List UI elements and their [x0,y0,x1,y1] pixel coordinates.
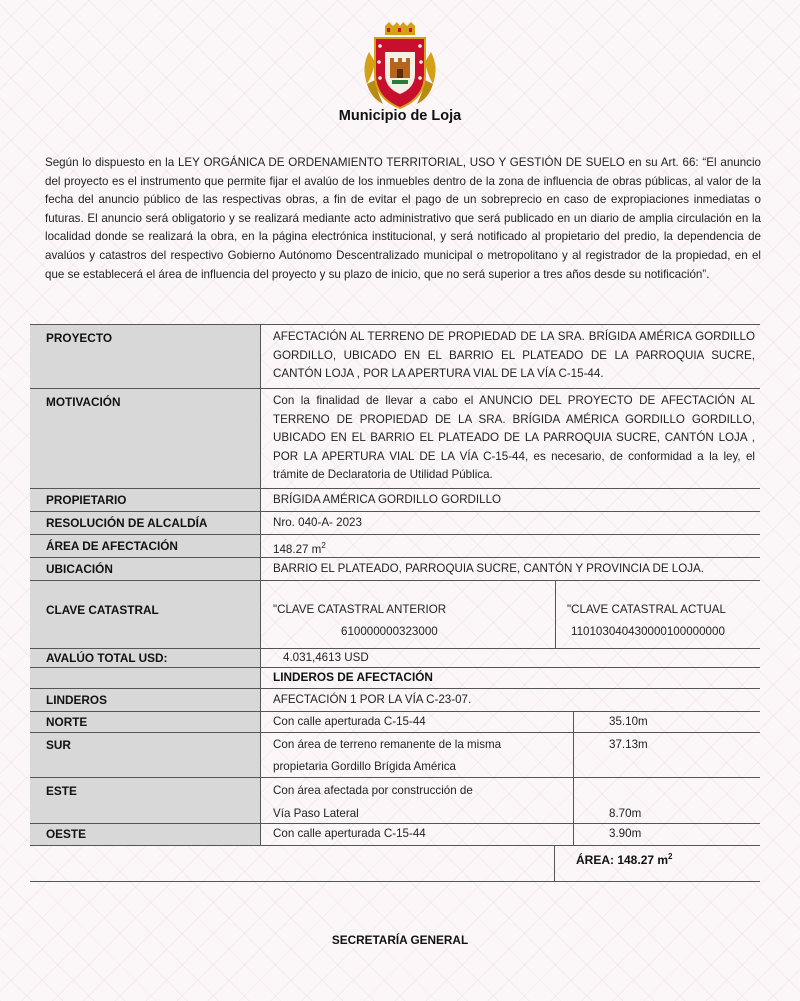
resolucion-label: RESOLUCIÓN DE ALCALDÍA [46,516,208,530]
row-avaluo-value-cell [260,648,760,667]
clave-anterior-value: 610000000323000 [341,625,438,638]
propietario-value: BRÍGIDA AMÉRICA GORDILLO GORDILLO [273,493,502,506]
este-desc-line2: Vía Paso Lateral [273,807,359,820]
row-sur-value-cell [260,732,760,777]
area-unit-superscript: 2 [321,541,326,550]
row-norte-label-cell [30,711,260,732]
row-linderos-value-cell [260,688,760,711]
row-area-value-cell [260,534,760,557]
clave-anterior-label: "CLAVE CATASTRAL ANTERIOR [273,603,447,616]
total-row-top-border [30,845,760,846]
row-linderos-label-cell [30,688,260,711]
oeste-divider [573,824,574,845]
motivacion-label: MOTIVACIÓN [46,395,121,409]
legal-intro-paragraph: Según lo dispuesto en la LEY ORGÁNICA DE ORDENAMIENTO TERRITORIAL, USO Y GESTIÓN DE SUELO en su Art. 66: “El anuncio del proyecto es el instrumento que permite fijar el avalúo de los inmuebles dentro de la zona de influencia de obras públicas, al valor de la fecha del anuncio público de las respectivas obras, a fin de evitar el pago de un sobreprecio en caso de expropiaciones inmediatas o futuras. El anuncio será obligatorio y se realizará mediante acto administrativo que será publicado en un diario de amplia circulación en la localidad donde se realizará la obra, en la página electrónica institucional, y será notificado al propietario del predio, la dependencia de avalúos y catastros del respectivo Gobierno Autónomo Descentralizado municipal o metropolitano y al registrador de la propiedad, en el que se establecerá el área de influencia del proyecto y su plazo de inicio, que no será superior a tres años desde su notificación”. [45,156,761,281]
municipio-crest-logo [361,22,439,112]
row-linderos-header-cell [260,667,760,688]
norte-divider [573,712,574,732]
clave-catastral-label: CLAVE CATASTRAL [46,603,159,617]
oeste-measure: 3.90m [609,827,642,840]
row-area-label-cell [30,534,260,557]
oeste-desc: Con calle aperturada C-15-44 [273,827,426,840]
municipio-title: Municipio de Loja [338,108,462,124]
resolucion-value: Nro. 040-A- 2023 [273,516,362,529]
row-este-label-cell [30,777,260,823]
proyecto-label: PROYECTO [46,331,112,345]
propietario-label: PROPIETARIO [46,493,127,507]
total-area-wrap [576,852,673,867]
sur-desc-line2: propietaria Gordillo Brígida América [273,760,457,773]
linderos-label: LINDEROS [46,693,107,707]
sur-desc-line1: Con área de terreno remanente de la misma [273,738,502,751]
proyecto-value: AFECTACIÓN AL TERRENO DE PROPIEDAD DE LA SRA. BRÍGIDA AMÉRICA GORDILLO GORDILLO, UBICADO EN EL BARRIO EL PLATEADO DE LA PARROQUIA SUCRE, CANTÓN LOJA , POR LA APERTURA VIAL DE LA VÍA C-15-44. [273,330,755,381]
clave-divider [555,581,556,648]
row-este-value-cell [260,777,760,823]
row-ubicacion-value-cell [260,557,760,580]
secretaria-general-footer: SECRETARÍA GENERAL [331,933,469,947]
area-afectacion-label: ÁREA DE AFECTACIÓN [46,539,178,553]
row-propietario-value-cell [260,488,760,511]
row-sur-label-cell [30,732,260,777]
motivacion-value: Con la finalidad de llevar a cabo el ANUNCIO DEL PROYECTO DE AFECTACIÓN AL TERRENO DE PROPIEDAD DE LA SRA. BRÍGIDA AMÉRICA GORDILLO GORDILLO, UBICADO EN EL BARRIO EL PLATEADO DE LA PARROQUIA SUCRE, CANTÓN LOJA , POR LA APERTURA VIAL DE LA VÍA C-15-44, es necesario, de conformidad a la ley, el trámite de Declaratoria de Utilidad Pública. [273,394,755,482]
row-resolucion-value-cell [260,511,760,534]
sur-label: SUR [46,738,71,752]
clave-actual-value: 110103040430000100000000 [571,625,725,638]
row-oeste-value-cell [260,823,760,845]
sur-measure: 37.13m [609,738,648,751]
row-clave-label-cell [30,580,260,648]
este-divider [573,778,574,823]
linderos-value: AFECTACIÓN 1 POR LA VÍA C-23-07. [273,693,472,706]
row-clave-value-cell [260,580,760,648]
table-bottom-border [30,881,760,882]
este-measure: 8.70m [609,807,642,820]
ubicacion-value: BARRIO EL PLATEADO, PARROQUIA SUCRE, CANTÓN Y PROVINCIA DE LOJA. [273,562,705,575]
affectation-table [30,324,760,882]
total-divider-left [554,845,555,881]
row-motivacion-label-cell [30,388,260,488]
row-resolucion-label-cell [30,511,260,534]
norte-measure: 35.10m [609,715,648,728]
row-proyecto-value-cell [260,324,760,388]
row-linderos-header-left [30,667,260,688]
este-desc-line1: Con área afectada por construcción de [273,784,473,797]
row-proyecto-label-cell [30,324,260,388]
row-motivacion-value-cell [260,388,760,488]
ubicacion-label: UBICACIÓN [46,562,113,576]
linderos-header: LINDEROS DE AFECTACIÓN [273,670,433,684]
este-label: ESTE [46,784,77,798]
total-area-unit-superscript: 2 [668,852,673,861]
norte-desc: Con calle aperturada C-15-44 [273,715,426,728]
oeste-label: OESTE [46,827,86,841]
avaluo-label: AVALÚO TOTAL USD: [46,651,168,665]
avaluo-value: 4.031,4613 USD [283,651,369,664]
row-avaluo-label-cell [30,648,260,667]
row-oeste-label-cell [30,823,260,845]
sur-divider [573,733,574,777]
clave-actual-label: "CLAVE CATASTRAL ACTUAL [567,603,726,616]
area-afectacion-value: 148.27 m [273,542,322,556]
total-area-text: ÁREA: 148.27 m [576,853,669,867]
norte-label: NORTE [46,715,88,729]
row-propietario-label-cell [30,488,260,511]
row-ubicacion-label-cell [30,557,260,580]
row-norte-value-cell [260,711,760,732]
